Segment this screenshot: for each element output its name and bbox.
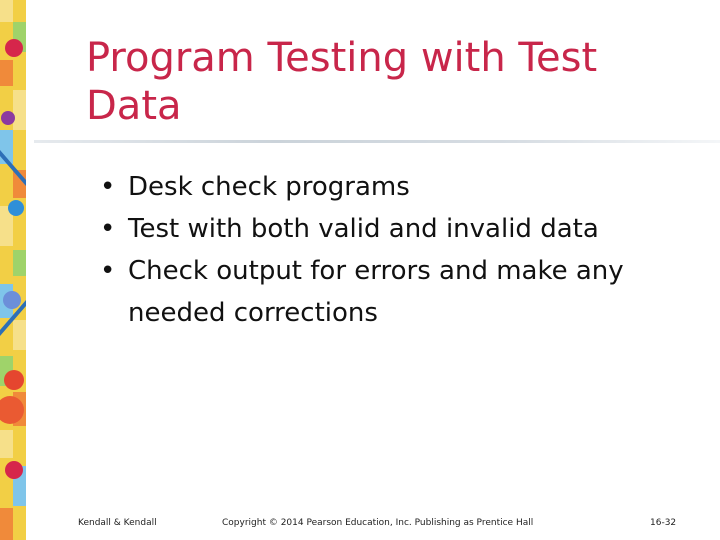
footer-slide-number: 16-32 bbox=[650, 518, 677, 528]
footer-author: Kendall & Kendall bbox=[78, 518, 157, 528]
bullet-text: Test with both valid and invalid data bbox=[128, 214, 599, 244]
bullet-item bbox=[98, 208, 698, 250]
title-divider bbox=[34, 140, 720, 143]
bullet-text: Check output for errors and make any needed corrections bbox=[128, 256, 624, 328]
bullet-item bbox=[98, 166, 698, 208]
footer-copyright: Copyright © 2014 Pearson Education, Inc. Publishing as Prentice Hall bbox=[222, 518, 534, 528]
bullet-item bbox=[98, 250, 698, 334]
bullet-text: Desk check programs bbox=[128, 172, 410, 202]
bullet-list bbox=[98, 166, 698, 334]
bullet-icon: • bbox=[100, 256, 116, 286]
bullet-icon: • bbox=[100, 172, 116, 202]
slide-title: Program Testing with Test Data bbox=[86, 35, 598, 129]
bullet-icon: • bbox=[100, 214, 116, 244]
decorative-side-strip bbox=[0, 0, 26, 540]
decorative-pattern-icon bbox=[0, 0, 26, 540]
